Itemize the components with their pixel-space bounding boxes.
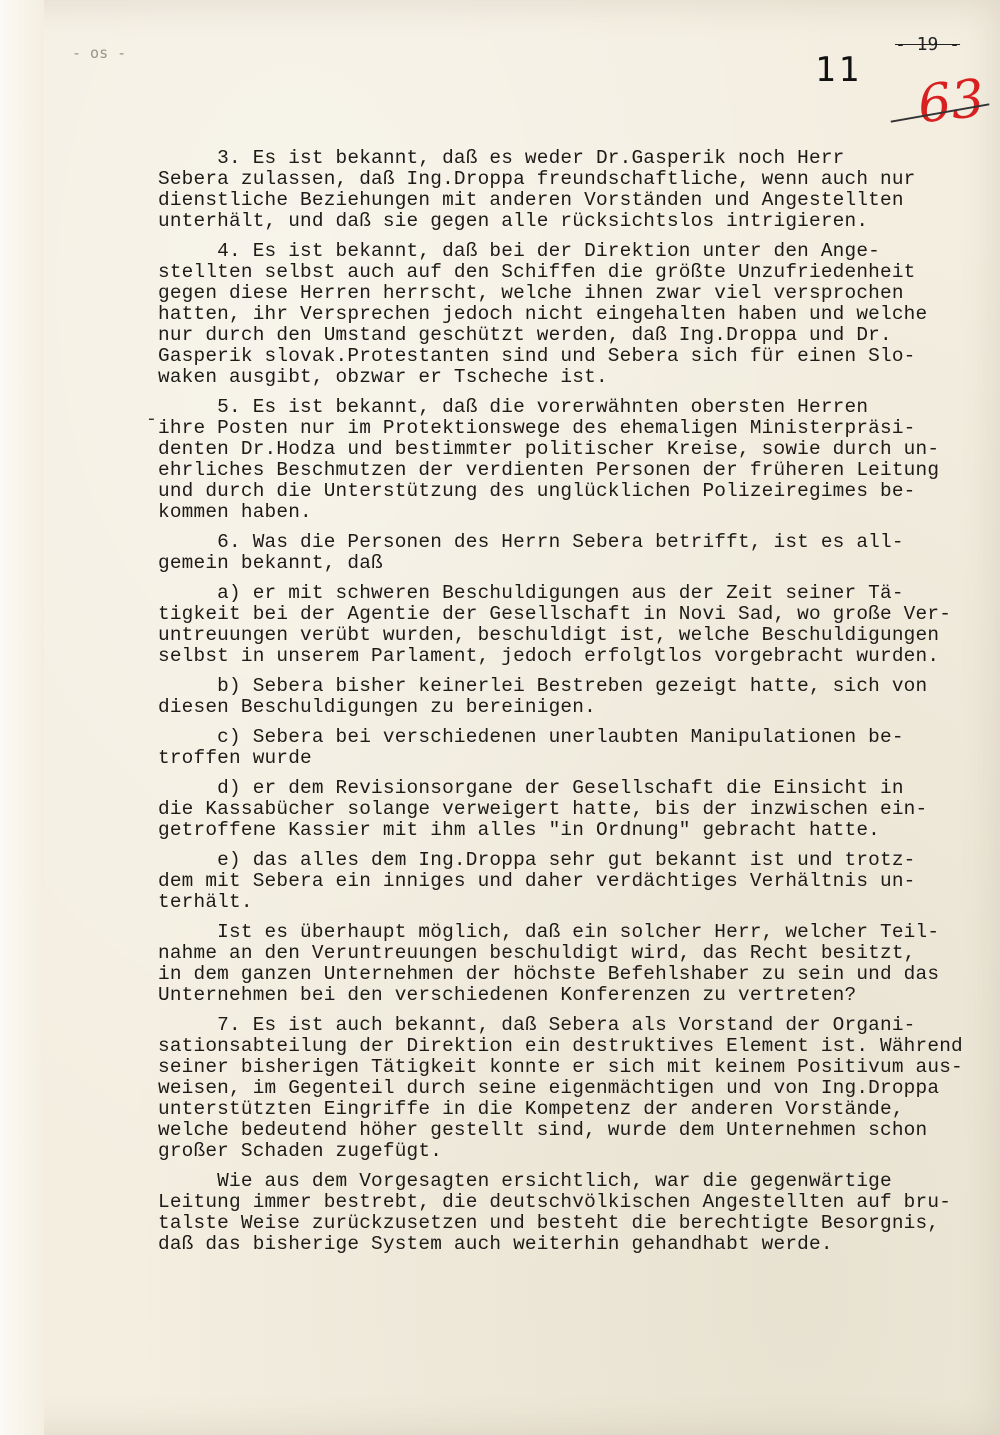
margin-mark: - os - xyxy=(72,44,127,62)
paragraph-3: 3. Es ist bekannt, daß es weder Dr.Gasperik noch Herr Sebera zulassen, daß Ing.Droppa freundschaftliche, wenn auch nur dienstliche Beziehungen mit anderen Vorständen und Angestellten unterhält, und daß sie gegen alle rücksichtslos intrigieren. xyxy=(158,147,916,232)
paragraph-6c: c) Sebera bei verschiedenen unerlaubten Manipulationen be- troffen wurde xyxy=(158,726,904,769)
folio-number: 63 xyxy=(915,68,988,136)
paragraph-conclusion: Wie aus dem Vorgesagten ersichtlich, war die gegenwärtige Leitung immer bestrebt, die deutschvölkischen Angestellten auf bru- talste Weise zurückzusetzen und besteht die berechtigte Besorgnis, daß das bisherige System auch weiterhin gehandhabt werde. xyxy=(158,1170,952,1255)
paragraph-6d: d) er dem Revisionsorgane der Gesellschaft die Einsicht in die Kassabücher solange verweigert hatte, bis der inzwischen ein- getroffene Kassier mit ihm alles "in Ordnung" gebracht hatte. xyxy=(158,777,928,841)
paragraph-6: 6. Was die Personen des Herrn Sebera betrifft, ist es all- gemein bekannt, daß xyxy=(158,531,904,574)
old-page-number xyxy=(895,34,960,55)
paragraph-4: 4. Es ist bekannt, daß bei der Direktion unter den Ange- stellten selbst auch auf den Schiffen die größte Unzufriedenheit gegen diese Herren herrscht, welche ihnen zwar viel versprochen hatten, ihr Versprechen jedoch nicht eingehalten haben und welche nur durch den Umstand geschützt werden, daß Ing.Droppa und Dr. Gasperik slovak.Protestanten sind und Sebera sich für einen Slo- waken ausgibt, obzwar er Tscheche ist. xyxy=(158,240,928,388)
page-number: 11 xyxy=(815,50,862,90)
torn-edge xyxy=(0,0,44,1435)
margin-dash: - xyxy=(146,410,157,430)
paragraph-7: 7. Es ist auch bekannt, daß Sebera als Vorstand der Organi- sationsabteilung der Direktion ein destruktives Element ist. Während seiner bisherigen Tätigkeit konnte er sich mit keinem Positivum aus- weisen, im Gegenteil durch seine eigenmächtigen und von Ing.Droppa unterstützten Eingriffe in die Kompetenz der anderen Vorstände, welche bedeutend höher gestellt sind, wurde dem Unternehmen schon großer Schaden zugefügt. xyxy=(158,1014,963,1162)
old-page-number-text: - 19 - xyxy=(895,34,961,55)
paragraph-6b: b) Sebera bisher keinerlei Bestreben gezeigt hatte, sich von diesen Beschuldigungen zu bereinigen. xyxy=(158,675,928,718)
document-body xyxy=(158,148,998,1264)
paragraph-6e: e) das alles dem Ing.Droppa sehr gut bekannt ist und trotz- dem mit Sebera ein inniges und daher verdächtiges Verhältnis un- terhält. xyxy=(158,849,916,913)
paragraph-question: Ist es überhaupt möglich, daß ein solcher Herr, welcher Teil- nahme an den Veruntreuungen beschuldigt wird, das Recht besitzt, in dem ganzen Unternehmen der höchste Befehlshaber zu sein und das Unternehmen bei den verschiedenen Konferenzen zu vertreten? xyxy=(158,921,940,1006)
paragraph-6a: a) er mit schweren Beschuldigungen aus der Zeit seiner Tä- tigkeit bei der Agentie der Gesellschaft in Novi Sad, wo große Ver- untreuungen verübt wurden, beschuldigt ist, welche Beschuldigungen selbst in unserem Parlament, jedoch erfolgtlos vorgebracht wurden. xyxy=(158,582,952,667)
paragraph-5: 5. Es ist bekannt, daß die vorerwähnten obersten Herren ihre Posten nur im Protektionswege des ehemaligen Ministerpräsi- denten Dr.Hodza und bestimmter politischer Kreise, sowie durch un- ehrliches Beschmutzen der verdienten Personen der früheren Leitung und durch die Unterstützung des unglücklichen Polizeiregimes be- kommen haben. xyxy=(158,396,940,523)
